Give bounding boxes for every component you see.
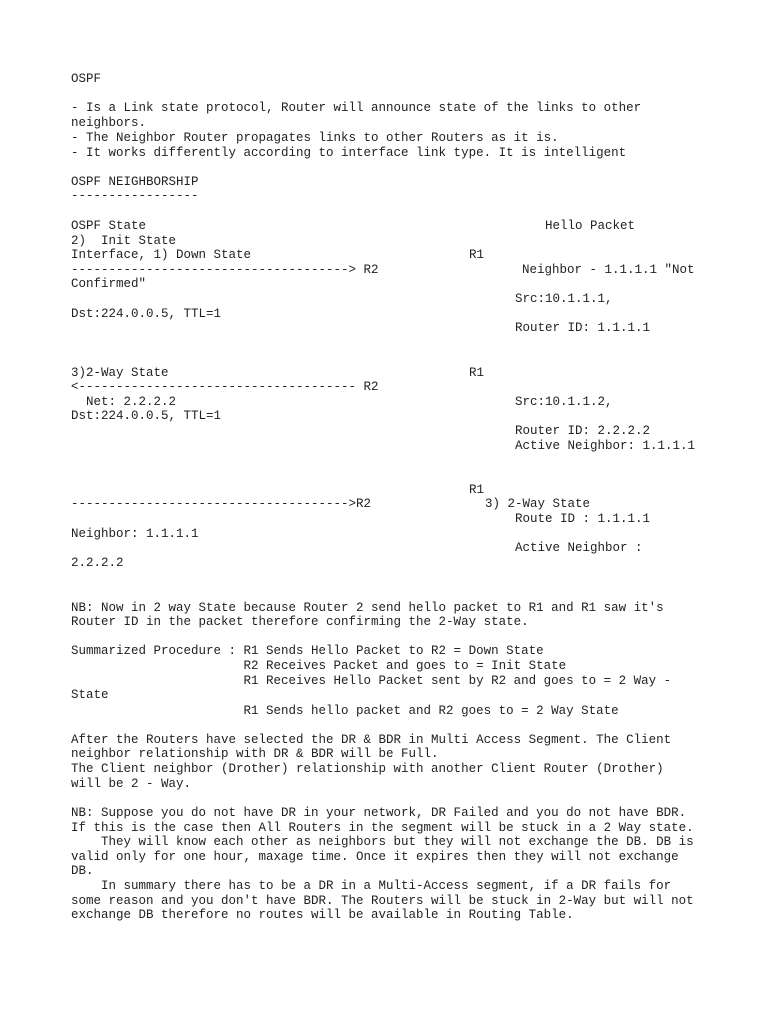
router-label: R1 — [469, 248, 485, 262]
note-line: valid only for one hour, maxage time. Once it expires then they will not exchange — [71, 850, 679, 864]
summary-line: R2 Receives Packet and goes to = Init State — [71, 659, 567, 673]
paragraph-line: will be 2 - Way. — [71, 777, 192, 791]
note-line: They will know each other as neighbors but they will not exchange the DB. DB is — [71, 835, 694, 849]
paragraph-line: After the Routers have selected the DR & BDR in Multi Access Segment. The Client — [71, 733, 672, 747]
diagram-right-line: Src:10.1.1.1, — [515, 292, 613, 306]
diagram-left-line: Interface, 1) Down State — [71, 248, 252, 262]
router-label: R1 — [469, 483, 485, 497]
intro-line: - Is a Link state protocol, Router will announce state of the links to other — [71, 101, 642, 115]
diagram-left-line: Confirmed" — [71, 277, 147, 291]
note-line: NB: Suppose you do not have DR in your network, DR Failed and you do not have BDR. — [71, 806, 687, 820]
diagram-left-line: Net: 2.2.2.2 — [71, 395, 177, 409]
paragraph-line: neighbor relationship with DR & BDR will be Full. — [71, 747, 439, 761]
diagram-right-line: Active Neighbor: 1.1.1.1 — [515, 439, 696, 453]
arrow-down-state: -------------------------------------> R2 — [71, 263, 379, 277]
diagram-left-line: OSPF State — [71, 219, 147, 233]
note-line: DB. — [71, 864, 94, 878]
diagram-right-line: Src:10.1.1.2, — [515, 395, 613, 409]
diagram-right-line: Route ID : 1.1.1.1 — [515, 512, 651, 526]
summary-line: R1 Sends hello packet and R2 goes to = 2 Way State — [71, 704, 619, 718]
arrow-two-way-forward: ------------------------------------->R2 — [71, 497, 372, 511]
hello-packet-label: Hello Packet — [545, 219, 636, 233]
diagram-left-line: Neighbor: 1.1.1.1 — [71, 527, 199, 541]
diagram-left-line: Dst:224.0.0.5, TTL=1 — [71, 409, 222, 423]
paragraph-line: The Client neighbor (Drother) relationship with another Client Router (Drother) — [71, 762, 664, 776]
diagram-right-line: Neighbor - 1.1.1.1 "Not — [522, 263, 695, 277]
intro-line: - It works differently according to interface link type. It is intelligent — [71, 146, 627, 160]
section-underline: ----------------- — [71, 189, 199, 203]
note-line: exchange DB therefore no routes will be available in Routing Table. — [71, 908, 574, 922]
diagram-left-line: 2) Init State — [71, 234, 177, 248]
note-line: NB: Now in 2 way State because Router 2 send hello packet to R1 and R1 saw it's — [71, 601, 664, 615]
note-line: some reason and you don't have BDR. The Routers will be stuck in 2-Way but will not — [71, 894, 694, 908]
diagram-right-line: Router ID: 2.2.2.2 — [515, 424, 651, 438]
summary-line: Summarized Procedure : R1 Sends Hello Packet to R2 = Down State — [71, 644, 544, 658]
summary-line: State — [71, 688, 109, 702]
page-title: OSPF — [71, 72, 102, 86]
intro-line: neighbors. — [71, 116, 147, 130]
note-line: If this is the case then All Routers in the segment will be stuck in a 2 Way state. — [71, 821, 694, 835]
note-line: Router ID in the packet therefore confirming the 2-Way state. — [71, 615, 529, 629]
arrow-two-way-back: <------------------------------------- R2 — [71, 380, 379, 394]
diagram-right-line: Active Neighbor : — [515, 541, 643, 555]
intro-line: - The Neighbor Router propagates links to other Routers as it is. — [71, 131, 559, 145]
summary-line: R1 Receives Hello Packet sent by R2 and goes to = 2 Way - — [71, 674, 672, 688]
diagram-right-line: 3) 2-Way State — [485, 497, 591, 511]
diagram-left-line: Dst:224.0.0.5, TTL=1 — [71, 307, 222, 321]
router-label: R1 — [469, 366, 485, 380]
note-line: In summary there has to be a DR in a Multi-Access segment, if a DR fails for — [71, 879, 672, 893]
diagram-right-line: Router ID: 1.1.1.1 — [515, 321, 651, 335]
diagram-left-line: 2.2.2.2 — [71, 556, 124, 570]
diagram-left-line: 3)2-Way State — [71, 366, 169, 380]
section-heading: OSPF NEIGHBORSHIP — [71, 175, 199, 189]
